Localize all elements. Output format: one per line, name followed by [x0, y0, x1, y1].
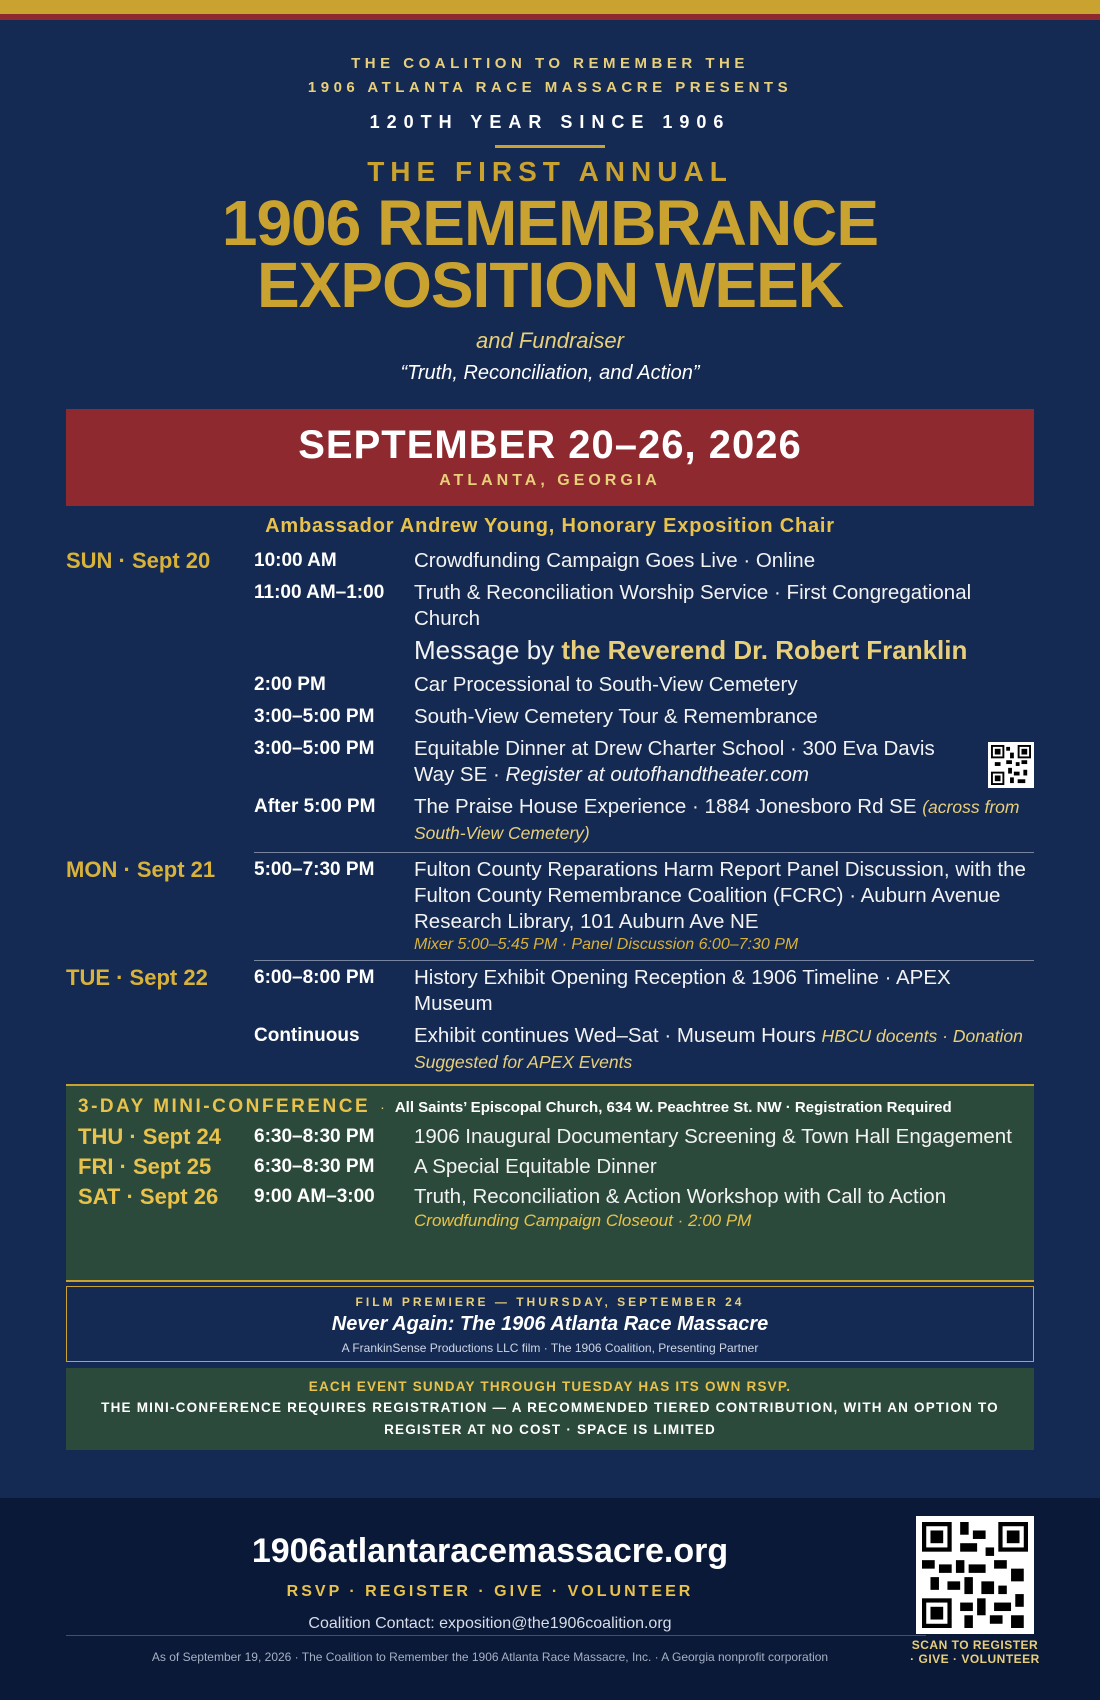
- event-desc: [414, 857, 1034, 954]
- first-annual-label: THE FIRST ANNUAL: [367, 156, 733, 187]
- honorary-chair: Ambassador Andrew Young, Honorary Exposition Chair: [265, 515, 835, 537]
- day-label: SUN · Sept 20: [66, 548, 211, 573]
- event-desc: A Special Equitable Dinner: [414, 1155, 657, 1178]
- schedule-row: [66, 857, 1034, 954]
- event-desc: [414, 1023, 1034, 1075]
- qr-code-icon[interactable]: [916, 1516, 1034, 1634]
- day-label: FRI · Sept 25: [78, 1154, 212, 1179]
- schedule-row: [78, 1154, 1022, 1180]
- day-label: SAT · Sept 26: [78, 1184, 219, 1209]
- qr-code-graphic: [922, 1522, 1028, 1628]
- rsvp-line-2: THE MINI-CONFERENCE REQUIRES REGISTRATION — A RECOMMENDED TIERED CONTRIBUTION, WITH AN OPTION TO REGISTER AT NO COST · SPACE IS LIMITED: [101, 1400, 999, 1437]
- event-note: HBCU docents · Donation Suggested for APEX Events: [414, 1026, 1023, 1072]
- event-desc: [414, 794, 1034, 846]
- title-line-1: 1906 REMEMBRANCE: [221, 187, 879, 259]
- message-prefix: Message by: [414, 635, 562, 665]
- event-time: 2:00 PM: [254, 674, 326, 695]
- event-time: 3:00–5:00 PM: [254, 738, 375, 759]
- divider: [254, 960, 1034, 961]
- schedule-row: [66, 794, 1034, 846]
- event-desc-text: The Praise House Experience · 1884 Jonesboro Rd SE: [414, 795, 923, 818]
- mini-conference-header: [78, 1096, 1022, 1118]
- event-desc: History Exhibit Opening Reception & 1906 Timeline · APEX Museum: [414, 966, 951, 1015]
- qr-code-graphic: [991, 745, 1031, 785]
- event-time: 6:30–8:30 PM: [254, 1126, 375, 1147]
- divider: [254, 852, 1034, 853]
- gold-divider: [495, 145, 605, 148]
- event-subnote: Mixer 5:00–5:45 PM · Panel Discussion 6:00–7:30 PM: [414, 936, 799, 953]
- rsvp-notice: [66, 1368, 1034, 1450]
- event-desc: 1906 Inaugural Documentary Screening & Town Hall Engagement: [414, 1125, 1012, 1148]
- day-label: THU · Sept 24: [78, 1124, 222, 1149]
- event-time: 5:00–7:30 PM: [254, 859, 375, 880]
- event-desc-text: Truth, Reconciliation & Action Workshop with Call to Action: [414, 1185, 947, 1208]
- event-desc: Crowdfunding Campaign Goes Live · Online: [414, 549, 816, 572]
- separator-dot: ·: [380, 1099, 385, 1115]
- subtitle: and Fundraiser: [476, 328, 624, 353]
- event-desc-text: Exhibit continues Wed–Sat · Museum Hours: [414, 1024, 822, 1047]
- date-banner: [66, 409, 1034, 506]
- event-dates: SEPTEMBER 20–26, 2026: [298, 423, 802, 467]
- schedule-row: [66, 1023, 1034, 1075]
- event-time: 3:00–5:00 PM: [254, 706, 375, 727]
- poster-header: [0, 52, 1100, 385]
- mini-conference-label: 3-DAY MINI-CONFERENCE: [78, 1096, 371, 1117]
- schedule-row: [66, 965, 1034, 1017]
- schedule: [66, 548, 1034, 1081]
- event-desc-text: Equitable Dinner at Drew Charter School · 300 Eva Davis Way SE ·: [414, 737, 935, 786]
- motto: “Truth, Reconciliation, and Action”: [400, 362, 700, 384]
- event-desc-text: Fulton County Reparations Harm Report Panel Discussion, with the Fulton County Remembrance Coalition (FCRC) · Auburn Avenue Research Library, 101 Auburn Ave NE: [414, 858, 1026, 933]
- top-stripe: [0, 0, 1100, 22]
- qr-code-icon[interactable]: [988, 742, 1034, 788]
- event-time: Continuous: [254, 1025, 360, 1046]
- film-premiere-box: [66, 1286, 1034, 1362]
- mini-conference-panel: [66, 1084, 1034, 1282]
- presenter-line-2: 1906 ATLANTA RACE MASSACRE PRESENTS: [307, 79, 793, 96]
- event-desc-text: Truth & Reconciliation Worship Service · First Congregational Church: [414, 581, 972, 630]
- schedule-row: [66, 672, 1034, 698]
- footer-divider: [66, 1635, 926, 1636]
- footer: [0, 1498, 1100, 1700]
- event-time: 6:00–8:00 PM: [254, 967, 375, 988]
- event-subnote: Crowdfunding Campaign Closeout · 2:00 PM: [414, 1211, 752, 1230]
- fine-print: As of September 19, 2026 · The Coalition to Remember the 1906 Atlanta Race Massacre, Inc. · A Georgia nonprofit corporation: [151, 1650, 829, 1664]
- schedule-row: [66, 548, 1034, 574]
- qr-caption: SCAN TO REGISTER · GIVE · VOLUNTEER: [910, 1638, 1040, 1666]
- schedule-row: [78, 1184, 1022, 1232]
- event-desc: Car Processional to South-View Cemetery: [414, 673, 798, 696]
- film-credit: A FrankinSense Productions LLC film · The 1906 Coalition, Presenting Partner: [341, 1341, 759, 1355]
- film-kicker: FILM PREMIERE — THURSDAY, SEPTEMBER 24: [355, 1295, 745, 1309]
- speaker-name: the Reverend Dr. Robert Franklin: [561, 635, 968, 665]
- event-desc: South-View Cemetery Tour & Remembrance: [414, 705, 818, 728]
- mini-conference-venue: All Saints’ Episcopal Church, 634 W. Peachtree St. NW · Registration Required: [394, 1098, 952, 1116]
- schedule-row: [66, 704, 1034, 730]
- schedule-row: [66, 736, 1034, 788]
- rsvp-line-1: EACH EVENT SUNDAY THROUGH TUESDAY HAS ITS OWN RSVP.: [308, 1379, 792, 1394]
- sermon-message: [414, 634, 1034, 666]
- presenter-line-1: THE COALITION TO REMEMBER THE: [351, 55, 749, 72]
- year-line: 120TH YEAR SINCE 1906: [369, 112, 731, 132]
- day-label: TUE · Sept 22: [66, 965, 208, 990]
- event-time: 11:00 AM–1:00: [254, 582, 385, 603]
- footer-actions: RSVP · REGISTER · GIVE · VOLUNTEER: [286, 1583, 694, 1600]
- event-title: [0, 187, 1100, 321]
- event-desc: [414, 580, 1034, 666]
- register-link[interactable]: Register at outofhandtheater.com: [505, 763, 810, 786]
- event-desc: [414, 736, 1034, 788]
- event-location: ATLANTA, GEORGIA: [439, 472, 661, 489]
- event-note: (across from South-View Cemetery): [414, 797, 1020, 843]
- event-time: 10:00 AM: [254, 550, 337, 571]
- contact-email[interactable]: Coalition Contact: exposition@the1906coalition.org: [308, 1615, 672, 1632]
- film-title: Never Again: The 1906 Atlanta Race Massacre: [331, 1313, 769, 1335]
- day-label: MON · Sept 21: [66, 857, 216, 882]
- website-link[interactable]: 1906atlantaracemassacre.org: [251, 1532, 729, 1570]
- title-line-2: EXPOSITION WEEK: [257, 249, 843, 321]
- schedule-row: [66, 580, 1034, 666]
- schedule-row: [78, 1124, 1022, 1150]
- event-desc: [414, 1184, 1022, 1232]
- event-time: 9:00 AM–3:00: [254, 1186, 375, 1207]
- event-time: 6:30–8:30 PM: [254, 1156, 375, 1177]
- event-time: After 5:00 PM: [254, 796, 376, 817]
